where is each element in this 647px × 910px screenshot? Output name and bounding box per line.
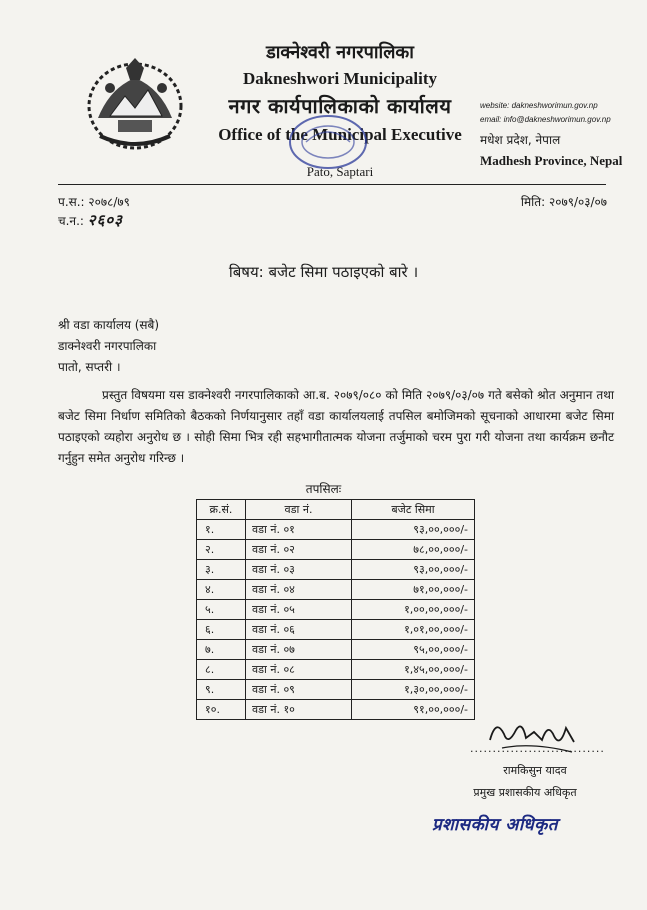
table-row [197,680,475,700]
office-name-english: Office of the Municipal Executive [218,125,462,144]
letterhead-right [480,100,640,170]
municipality-name-english: Dakneshwori Municipality [242,69,438,88]
letter-date: मिति: २०७९/०३/०७ [520,195,607,209]
table-title: तपसिलः [305,482,342,496]
office-name-nepali: नगर कार्यपालिकाको कार्यालय [228,94,452,118]
letter-ps-number: प.स.: २०७८/७९ [58,195,130,209]
row-ward: वडा नं. ०६ [246,620,352,640]
row-serial: १०. [197,700,246,720]
signatory-name: रामकिसुन यादव [503,764,567,777]
province-nepali: मधेश प्रदेश, नेपाल [480,133,561,147]
budget-table [196,499,475,720]
row-ward: वडा नं. ०१ [246,520,352,540]
recipient-line-2: डाक्नेश्वरी नगरपालिका [58,339,157,353]
row-serial: १. [197,520,246,540]
row-serial: ८. [197,660,246,680]
office-place: Pato, Saptari [306,164,374,179]
header-ward: वडा नं. [246,500,352,520]
table-row [197,660,475,680]
recipient-block [58,315,159,378]
province-english: Madhesh Province, Nepal [480,153,623,168]
row-serial: ६. [197,620,246,640]
officer-seal-text: प्रशासकीय अधिकृत [432,815,558,835]
table-row [197,700,475,720]
row-serial: ५. [197,600,246,620]
table-row [197,560,475,580]
row-serial: ४. [197,580,246,600]
table-row [197,640,475,660]
website-text: website: dakneshworimun.gov.np [480,101,598,110]
row-serial: ७. [197,640,246,660]
row-budget: १,३०,००,०००/- [352,680,475,700]
municipality-name-nepali: डाक्नेश्वरी नगरपालिका [266,42,414,63]
row-ward: वडा नं. ०८ [246,660,352,680]
header-serial: क्र.सं. [197,500,246,520]
row-budget: ९३,००,०००/- [352,520,475,540]
row-ward: वडा नं. ०४ [246,580,352,600]
nepal-government-emblem-icon [80,48,190,158]
letter-body: प्रस्तुत विषयमा यस डाक्नेश्वरी नगरपालिकाको आ.ब. २०७९/०८० को मिति २०७९/०३/०७ गते बसेको श्रोत अनुमान तथा बजेट सिमा निर्धाण समितिको बैठकको निर्णयानुसार तहाँ वडा कार्यालयलाई तपसिल बमोजिमको सूचनाको आधारमा बजेट सिमा पठाइएको व्यहोरा अनुरोध छ । सोही सिमा भित्र रही सहभागीतात्मक योजना तर्जुमाको चरम पुरा गरी योजना तथा कार्यक्रम छनौट गर्नुहुन समेत अनुरोध गरिन्छ । [58,388,614,465]
table-row [197,520,475,540]
row-ward: वडा नं. १० [246,700,352,720]
row-serial: २. [197,540,246,560]
row-ward: वडा नं. ०७ [246,640,352,660]
recipient-line-3: पातो, सप्तरी । [58,360,121,374]
row-ward: वडा नं. ०९ [246,680,352,700]
row-ward: वडा नं. ०३ [246,560,352,580]
reference-block [58,193,130,230]
signatory-title: प्रमुख प्रशासकीय अधिकृत [473,786,577,799]
header-divider [58,184,606,185]
municipal-stamp-icon [286,112,370,172]
cn-label: च.न.: [58,214,84,228]
row-budget: १,०१,००,०००/- [352,620,475,640]
recipient-line-1: श्री वडा कार्यालय (सबै) [58,318,160,332]
row-budget: ९५,००,०००/- [352,640,475,660]
row-budget: ७८,००,०००/- [352,540,475,560]
row-budget: १,४५,००,०००/- [352,660,475,680]
table-header-row [197,500,475,520]
letter-cn-line [58,211,130,230]
letter-subject: बिषय: बजेट सिमा पठाइएको बारे । [228,263,419,281]
row-budget: १,००,००,०००/- [352,600,475,620]
row-budget: ९१,००,०००/- [352,700,475,720]
table-row [197,580,475,600]
signature-dotted-line: .............................. [470,742,605,755]
row-serial: ३. [197,560,246,580]
row-budget: ९३,००,०००/- [352,560,475,580]
row-ward: वडा नं. ०२ [246,540,352,560]
table-row [197,540,475,560]
email-text: email: info@dakneshworimun.gov.np [480,115,611,124]
row-ward: वडा नं. ०५ [246,600,352,620]
row-serial: ९. [197,680,246,700]
table-row [197,600,475,620]
header-budget: बजेट सिमा [352,500,475,520]
row-budget: ७१,००,०००/- [352,580,475,600]
cn-handwritten-number: २६०३ [87,211,123,229]
table-row [197,620,475,640]
